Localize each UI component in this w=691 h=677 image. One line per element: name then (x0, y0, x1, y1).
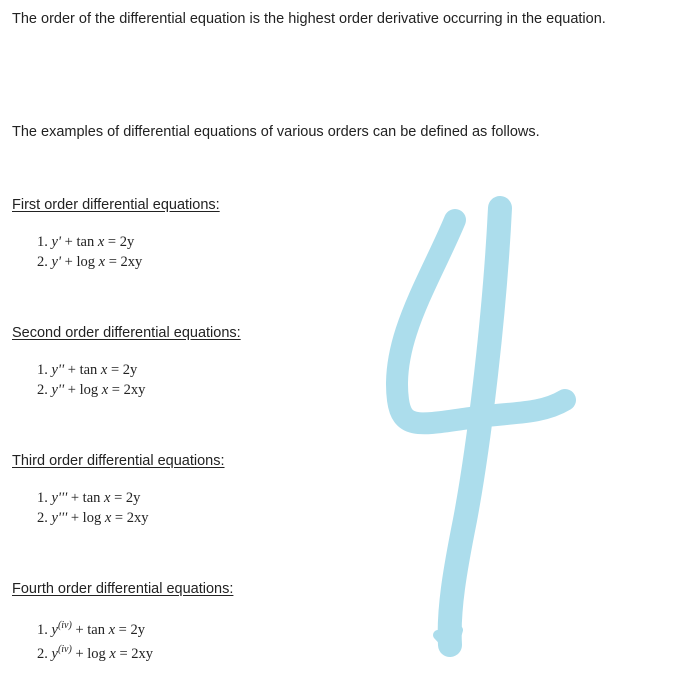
item-number: 2. (37, 254, 48, 270)
equation-var-x: x (104, 490, 111, 506)
third-order-heading: Third order differential equations: (12, 453, 225, 469)
fourth-order-heading: Fourth order differential equations: (12, 581, 234, 597)
equation-var-x: x (98, 254, 106, 270)
equation-lhs: y' (51, 234, 62, 250)
equation-rhs: = 2y (107, 234, 135, 250)
second-order-equation-list (37, 360, 145, 400)
derivative-superscript: (iv) (57, 644, 72, 655)
derivative-superscript: (iv) (57, 620, 72, 631)
fourth-order-equation-list (37, 616, 153, 664)
equation-item (37, 616, 153, 640)
third-order-equation-list (37, 488, 148, 528)
equation-var-x: x (108, 622, 116, 638)
item-number: 2. (37, 510, 48, 526)
equation-op: + log (67, 382, 99, 398)
item-number: 1. (37, 490, 48, 506)
equation-lhs: y'' (51, 362, 65, 378)
equation-op: + log (75, 646, 106, 662)
equation-var-x: x (100, 362, 108, 378)
equation-var-x: x (97, 234, 105, 250)
equation-item (37, 232, 142, 252)
equation-var-x: x (101, 382, 109, 398)
equation-item (37, 360, 145, 380)
first-order-equation-list (37, 232, 142, 272)
equation-lhs: y (51, 622, 58, 638)
equation-op: + log (64, 254, 96, 270)
equation-lhs: y (51, 646, 58, 662)
equation-rhs: = 2y (110, 362, 138, 378)
equation-lhs: y''' (51, 510, 68, 526)
equation-lhs: y'' (51, 382, 65, 398)
equation-rhs: = 2xy (114, 510, 149, 526)
equation-lhs: y''' (51, 490, 68, 506)
item-number: 1. (37, 622, 48, 638)
definition-text: The order of the differential equation is the highest order derivative occurring in the equation. (12, 11, 606, 27)
equation-op: + tan (70, 490, 101, 506)
item-number: 2. (37, 646, 48, 662)
first-order-heading: First order differential equations: (12, 197, 220, 213)
equation-rhs: = 2y (114, 490, 141, 506)
equation-var-x: x (104, 510, 112, 526)
equation-op: + tan (64, 234, 95, 250)
equation-item (37, 252, 142, 272)
equation-item (37, 380, 145, 400)
equation-item (37, 508, 148, 528)
second-order-heading: Second order differential equations: (12, 325, 241, 341)
item-number: 1. (37, 362, 48, 378)
equation-rhs: = 2xy (108, 254, 143, 270)
equation-rhs: = 2y (118, 622, 145, 638)
equation-item (37, 640, 153, 664)
equation-op: + tan (75, 622, 105, 638)
equation-rhs: = 2xy (111, 382, 146, 398)
handwritten-four-annotation (360, 190, 590, 670)
equation-var-x: x (109, 646, 116, 662)
examples-intro-text: The examples of differential equations of various orders can be defined as follows. (12, 124, 540, 140)
equation-op: + log (70, 510, 102, 526)
equation-rhs: = 2xy (119, 646, 154, 662)
equation-lhs: y' (51, 254, 62, 270)
equation-item (37, 488, 148, 508)
four-strokes (397, 208, 565, 650)
item-number: 1. (37, 234, 48, 250)
equation-op: + tan (67, 362, 98, 378)
item-number: 2. (37, 382, 48, 398)
